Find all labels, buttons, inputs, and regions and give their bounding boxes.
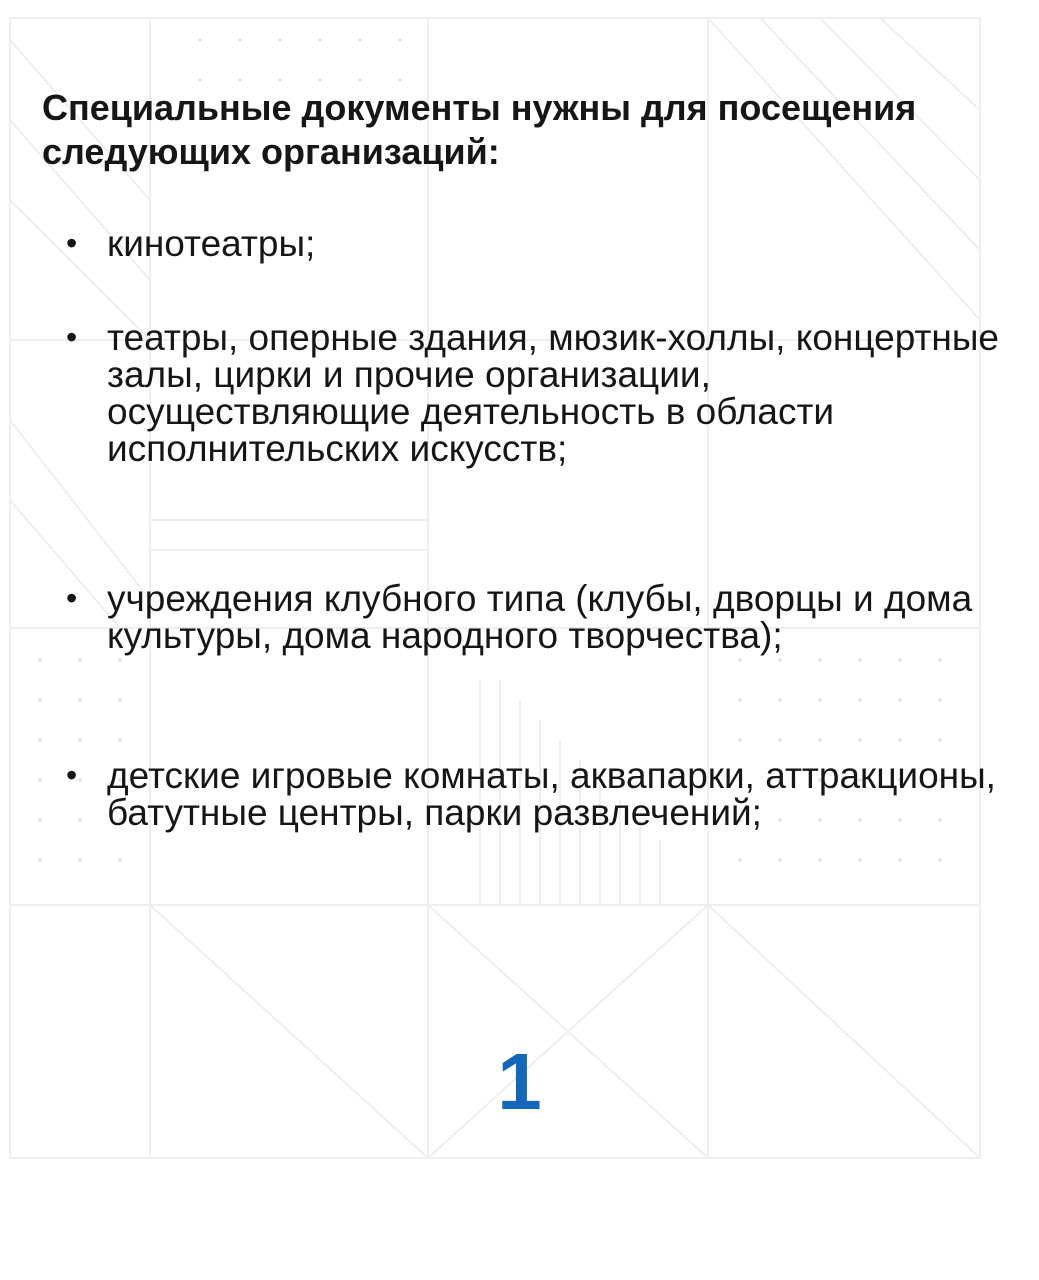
page-heading: Специальные документы нужны для посещения следующих организаций: <box>42 87 917 172</box>
bullet-icon: • <box>66 225 78 261</box>
list-item-text: театры, оперные здания, мюзик-холлы, концертные залы, цирки и прочие организации, осуществляющие деятельность в области исполнительских искусств; <box>107 317 1000 469</box>
bullet-icon: • <box>66 319 78 355</box>
list-item <box>66 225 1006 262</box>
bullet-icon: • <box>66 757 78 793</box>
list-item <box>66 319 1006 467</box>
list-item-text: кинотеатры; <box>107 223 316 264</box>
list-item <box>66 757 1006 831</box>
list-item-text: учреждения клубного типа (клубы, дворцы и дома культуры, дома народного творчества); <box>107 578 973 656</box>
bullet-icon: • <box>66 580 78 616</box>
list-item-text: детские игровые комнаты, аквапарки, аттракционы, батутные центры, парки развлечений; <box>107 755 996 833</box>
list-item <box>66 580 1006 654</box>
page-number: 1 <box>497 1037 542 1126</box>
